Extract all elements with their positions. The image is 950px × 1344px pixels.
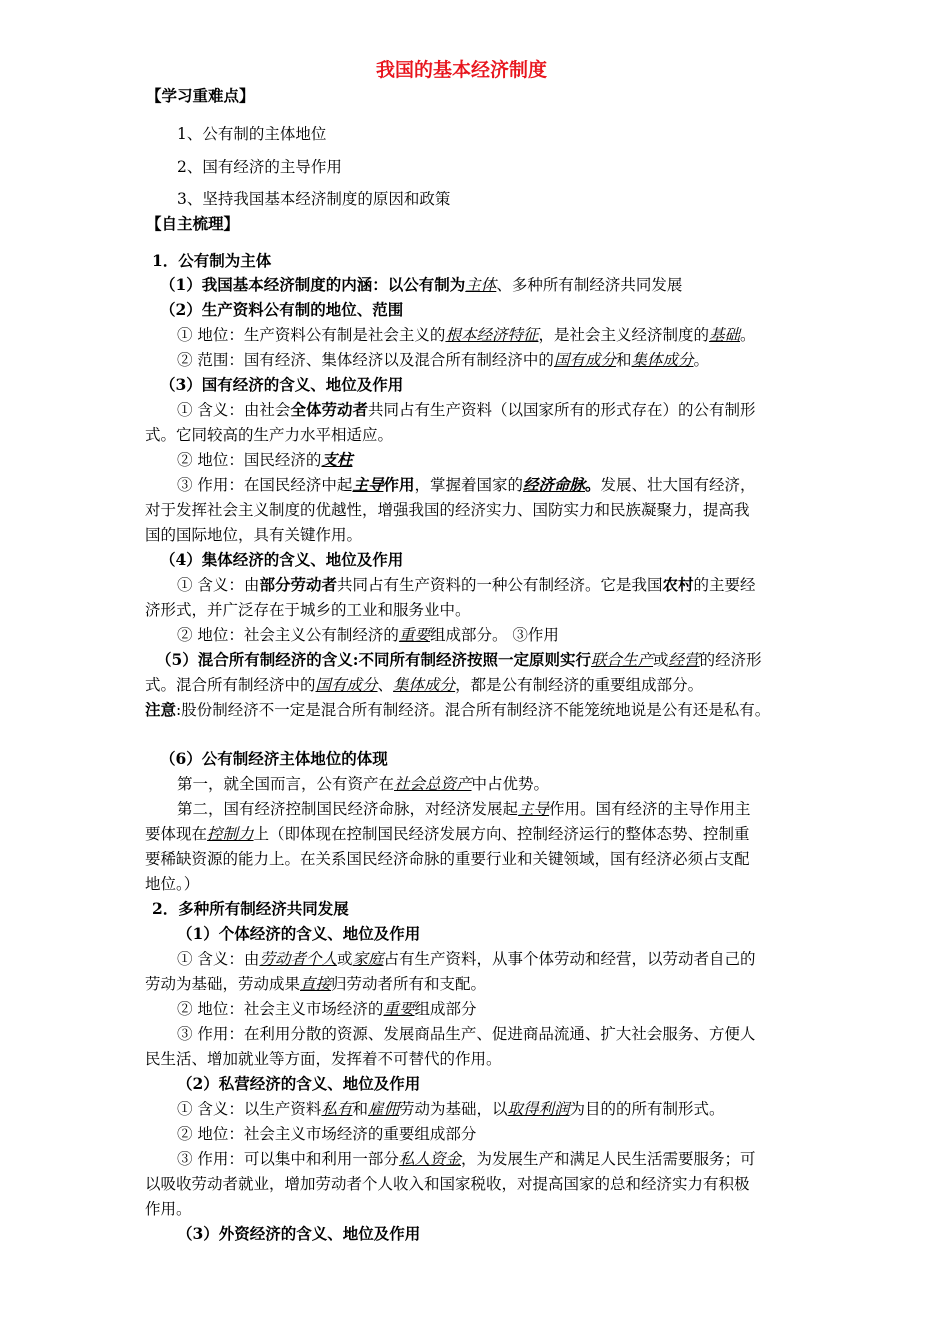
s1-p5-text-b: 或 — [653, 651, 669, 669]
s1-p3-2-underline-1: 支柱 — [321, 450, 353, 469]
s2-p1-1 — [177, 949, 756, 969]
section-2-title: 2．多种所有制经济共同发展 — [152, 899, 349, 918]
s1-p6-2-underline-2: 控制力 — [207, 825, 254, 843]
s2-p2-3-underline-1: 私人资金 — [398, 1150, 461, 1168]
s2-p2-1 — [177, 1099, 725, 1119]
s1-p3-3-underline-2: 经济命脉 — [522, 475, 585, 494]
s1-p1-text-a: （1）我国基本经济制度的内涵：以公有制为 — [160, 275, 466, 294]
s1-p5-line2-a: 式。混合所有制经济中的 — [145, 676, 316, 694]
s2-p2-1-text-b: 和 — [352, 1100, 368, 1118]
s2-p2-3 — [177, 1149, 755, 1169]
s1-p4-1 — [177, 575, 756, 595]
s1-p3-3-bold-2: 。 — [585, 475, 601, 494]
s2-p2-1-text-a: ① 含义：以生产资料 — [177, 1100, 322, 1118]
heading-focus: 【学习重难点】 — [146, 86, 255, 105]
s1-p3-2-text-a: ② 地位：国民经济的 — [177, 451, 322, 469]
s1-p6-2-underline-1: 主导 — [518, 800, 550, 818]
s1-p1-text-b: 、多种所有制经济共同发展 — [496, 276, 683, 294]
s2-p1-2-underline-1: 重要 — [383, 1000, 415, 1018]
s1-p2-1 — [177, 325, 756, 345]
s1-p4-1-bold-2: 农村 — [662, 575, 694, 594]
s2-p1-1-line2 — [145, 974, 486, 994]
s1-p3-1-text-a: ① 含义：由社会 — [177, 401, 291, 419]
s1-p3: （3）国有经济的含义、地位及作用 — [160, 375, 404, 394]
s2-p1-1-line2-b: 归劳动者所有和支配。 — [331, 975, 487, 993]
s1-p2-2-underline-1: 国有成分 — [553, 351, 616, 369]
s2-p2-1-text-d: 为目的的所有制形式。 — [569, 1100, 725, 1118]
s2-p3: （3）外资经济的含义、地位及作用 — [177, 1224, 421, 1243]
s1-p3-1 — [177, 400, 755, 420]
s2-p2-3-line3: 作用。 — [145, 1200, 192, 1218]
s2-p1-2-text-a: ② 地位：社会主义市场经济的 — [177, 1000, 384, 1018]
s2-p1-1-text-a: ① 含义：由 — [177, 950, 260, 968]
focus-item-2: 2、国有经济的主导作用 — [177, 158, 342, 176]
s1-p2-2-text-a: ② 范围：国有经济、集体经济以及混合所有制经济中的 — [177, 351, 554, 369]
s2-p1: （1）个体经济的含义、地位及作用 — [177, 924, 421, 943]
s1-p3-3-underline-1: 主导 — [352, 475, 384, 494]
s2-p1-1-underline-1: 劳动者个人 — [259, 950, 337, 968]
s1-p3-3 — [177, 475, 756, 495]
s1-p2-1-text-b: ，是社会主义经济制度的 — [538, 326, 709, 344]
s1-p4-2-text-a: ② 地位：社会主义公有制经济的 — [177, 626, 399, 644]
s2-p1-1-underline-3: 直接 — [300, 975, 332, 993]
s2-p2: （2）私营经济的含义、地位及作用 — [177, 1074, 421, 1093]
s1-p3-1-line2: 式。它同较高的生产力水平相适应。 — [145, 426, 394, 444]
s1-p3-3-line2: 对于发挥社会主义制度的优越性，增强我国的经济实力、国防实力和民族凝聚力，提高我 — [145, 501, 750, 519]
s2-p2-1-underline-2: 雇佣 — [367, 1100, 399, 1118]
s1-p3-3-bold-1: 作用 — [383, 475, 415, 494]
s1-p4-1-text-c: 的主要经 — [693, 576, 756, 594]
s2-p1-2 — [177, 999, 476, 1019]
s1-p6-1-underline-1: 社会总资产 — [394, 775, 472, 793]
s2-p1-1-text-b: 或 — [336, 950, 353, 968]
s1-p5-underline-2: 经营 — [668, 651, 700, 669]
focus-item-1: 1、公有制的主体地位 — [177, 125, 327, 143]
s2-p2-3-text-b: ，为发展生产和满足人民生活需要服务；可 — [460, 1150, 756, 1168]
s1-p2-1-underline-1: 根本经济特征 — [445, 326, 539, 344]
s1-p3-3-line3: 国的国际地位，具有关键作用。 — [145, 526, 363, 544]
s2-p2-3-line2: 以吸收劳动者就业，增加劳动者个人收入和国家税收，对提高国家的总和经济实力有积极 — [145, 1175, 750, 1193]
s1-p3-3-text-b: ，掌握着国家的 — [414, 476, 523, 494]
s1-p4-1-text-b: 共同占有生产资料的一种公有制经济。它是我国 — [336, 576, 663, 594]
s1-p3-3-text-c: 发展、壮大国有经济， — [600, 476, 756, 494]
s1-p4-2 — [177, 625, 559, 645]
s1-p5-underline-1: 联合生产 — [591, 651, 654, 669]
s1-p6-1-text-b: 中占优势。 — [471, 775, 550, 793]
s1-p1-underline-1: 主体 — [465, 276, 497, 294]
s1-p2-2 — [177, 350, 709, 370]
s1-p4-1-text-a: ① 含义：由 — [177, 576, 260, 594]
s1-p5-text-a: （5）混合所有制经济的含义:不同所有制经济按照一定原则实行 — [156, 650, 592, 669]
s1-p5-line2-b: 、 — [377, 676, 394, 694]
s2-p2-1-text-c: 劳动为基础，以 — [398, 1100, 508, 1118]
s1-p5-line2-c: ，都是公有制经济的重要组成部分。 — [455, 676, 704, 694]
s1-p5 — [156, 650, 762, 670]
s1-p5-underline-4: 集体成分 — [393, 676, 456, 694]
s1-p4-1-bold-1: 部分劳动者 — [259, 575, 337, 594]
heading-review: 【自主梳理】 — [146, 214, 240, 233]
s1-p3-1-bold-1: 全体劳动者 — [290, 400, 368, 419]
s1-p5-underline-3: 国有成分 — [315, 676, 378, 694]
s1-p1 — [160, 275, 682, 295]
s1-p4-1-line2: 济形式，并广泛存在于城乡的工业和服务业中。 — [145, 601, 471, 619]
s2-p1-1-text-c: 占有生产资料，从事个体劳动和经营，以劳动者自己的 — [383, 950, 756, 968]
s2-p1-2-text-b: 组成部分 — [414, 1000, 477, 1018]
s1-p2-1-underline-2: 基础 — [708, 326, 740, 344]
note-label: 注意 — [145, 700, 177, 719]
s2-p2-1-underline-1: 私有 — [321, 1100, 353, 1118]
s2-p2-2: ② 地位：社会主义市场经济的重要组成部分 — [177, 1125, 477, 1143]
section-1-title: 1．公有制为主体 — [152, 251, 272, 270]
s1-p3-3-text-a: ③ 作用：在国民经济中起 — [177, 476, 353, 494]
s1-p2: （2）生产资料公有制的地位、范围 — [160, 300, 404, 319]
s1-p3-2 — [177, 450, 352, 470]
s1-p6-2-line2 — [145, 824, 750, 844]
s1-p5-text-c: 的经济形 — [699, 651, 762, 669]
s1-p2-2-text-b: 和 — [615, 351, 632, 369]
s1-p4-2-underline-1: 重要 — [398, 626, 430, 644]
s1-p2-2-underline-2: 集体成分 — [631, 351, 694, 369]
s1-p4-2-text-b: 组成部分。 ③作用 — [429, 626, 559, 644]
s1-p6-2-line2-a: 要体现在 — [145, 825, 208, 843]
s1-p6-1-text-a: 第一，就全国而言，公有资产在 — [177, 775, 395, 793]
note-text: :股份制经济不一定是混合所有制经济。混合所有制经济不能笼统地说是公有还是私有。 — [176, 701, 771, 719]
s1-p6-2-text-b: 作用。国有经济的主导作用主 — [549, 800, 751, 818]
s1-note — [145, 700, 770, 720]
s2-p1-1-line2-a: 劳动为基础，劳动成果 — [145, 975, 301, 993]
s2-p2-1-underline-3: 取得利润 — [507, 1100, 570, 1118]
s1-p5-line2 — [145, 675, 703, 695]
s1-p3-1-text-b: 共同占有生产资料（以国家所有的形式存在）的公有制形 — [367, 401, 756, 419]
s1-p6-1 — [177, 774, 549, 794]
s1-p6-2-text-a: 第二，国有经济控制国民经济命脉，对经济发展起 — [177, 800, 519, 818]
s2-p1-3: ③ 作用：在利用分散的资源、发展商品生产、促进商品流通、扩大社会服务、方便人 — [177, 1025, 756, 1043]
s1-p6-2 — [177, 799, 751, 819]
s2-p1-1-underline-2: 家庭 — [352, 950, 384, 968]
focus-item-3: 3、坚持我国基本经济制度的原因和政策 — [177, 190, 451, 208]
s1-p6-2-line3: 要稀缺资源的能力上。在关系国民经济命脉的重要行业和关键领域，国有经济必须占支配 — [145, 850, 750, 868]
s1-p2-1-text-c: 。 — [739, 326, 756, 344]
s1-p6-2-line4: 地位。） — [145, 875, 200, 893]
page-title: 我国的基本经济制度 — [376, 59, 548, 81]
s1-p6: （6）公有制经济主体地位的体现 — [160, 749, 388, 768]
s1-p4: （4）集体经济的含义、地位及作用 — [160, 550, 404, 569]
s1-p2-2-text-c: 。 — [693, 351, 709, 369]
s1-p2-1-text-a: ① 地位：生产资料公有制是社会主义的 — [177, 326, 446, 344]
s2-p1-3-line2: 民生活、增加就业等方面，发挥着不可替代的作用。 — [145, 1050, 502, 1068]
s1-p6-2-line2-b: 上（即体现在控制国民经济发展方向、控制经济运行的整体态势、控制重 — [253, 825, 750, 843]
s2-p2-3-text-a: ③ 作用：可以集中和利用一部分 — [177, 1150, 399, 1168]
